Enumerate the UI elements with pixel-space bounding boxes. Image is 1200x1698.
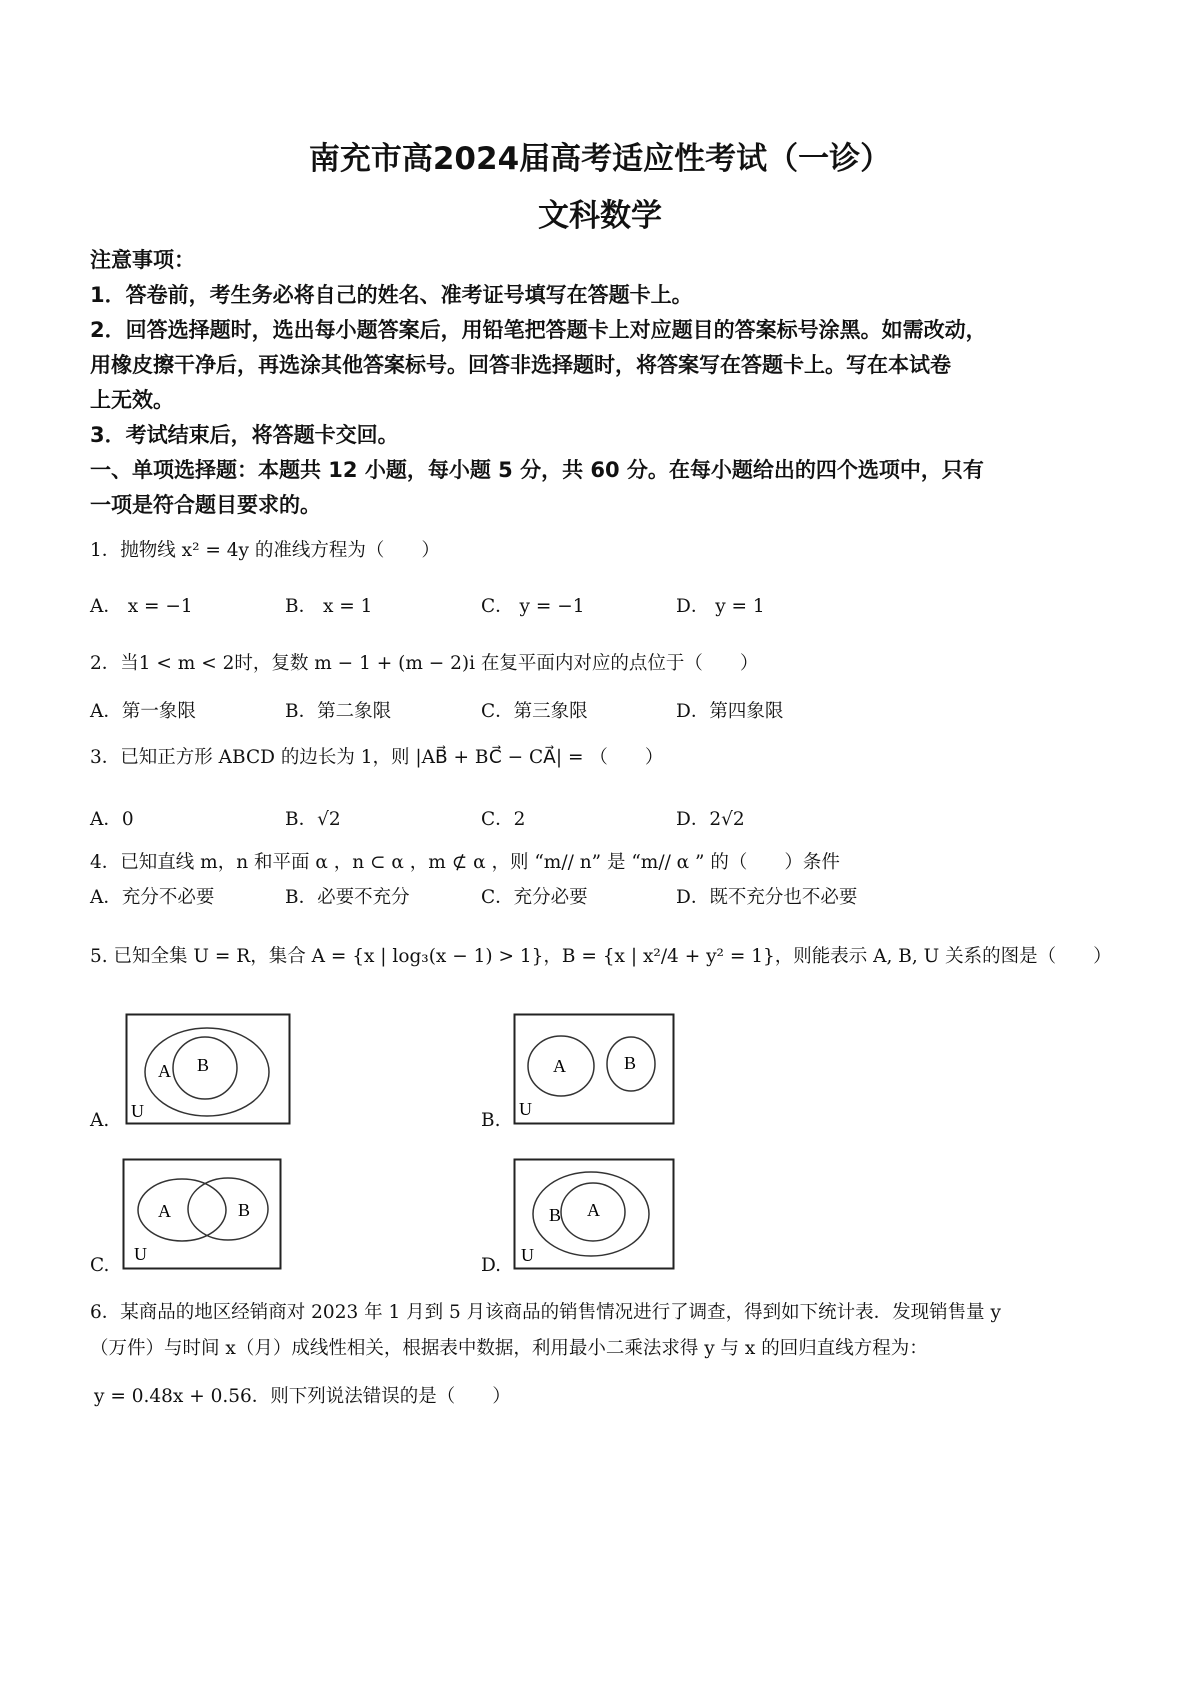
question-3-option-c: C．2: [481, 809, 526, 830]
question-2-option-d: D．第四象限: [676, 701, 784, 722]
venn-diagram-c: [122, 1158, 282, 1274]
question-5-option-c: C.: [90, 1255, 110, 1276]
exam-subject: 文科数学: [538, 198, 662, 234]
section-heading-line-2: 一项是符合题目要求的。: [90, 493, 321, 517]
set-a-label: A: [158, 1201, 171, 1221]
question-5-option-d: D.: [481, 1255, 502, 1276]
set-a-label: A: [553, 1056, 566, 1076]
universe-label: U: [521, 1245, 534, 1265]
question-4-option-d: D．既不充分也不必要: [676, 887, 858, 908]
section-heading-line-1: 一、单项选择题：本题共 12 小题，每小题 5 分，共 60 分。在每小题给出的四个选项中，只有: [90, 458, 984, 482]
question-3-option-b: B．√2: [285, 809, 341, 830]
set-a-label: A: [587, 1200, 600, 1220]
question-6-line-2: （万件）与时间 x（月）成线性相关，根据表中数据，利用最小二乘法求得 y 与 x 的回归直线方程为：: [90, 1338, 928, 1359]
question-1-option-d: D． y = 1: [676, 596, 765, 617]
question-1-option-c: C． y = −1: [481, 596, 585, 617]
question-4-stem: 4．已知直线 m，n 和平面 α ，n ⊂ α ，m ⊄ α ，则 “m// n” 是 “m// α ” 的（ ）条件: [90, 852, 840, 873]
question-4-option-b: B．必要不充分: [285, 887, 410, 908]
question-5-stem: 5. 已知全集 U = R，集合 A = {x | log₃(x − 1) > 1}，B = {x | x²/4 + y² = 1}，则能表示 A, B, U 关系的图是（ ）: [90, 946, 1112, 967]
question-6-line-3: y = 0.48x + 0.56．则下列说法错误的是（ ）: [94, 1386, 511, 1407]
set-b-label: B: [238, 1200, 251, 1220]
set-b-label: B: [624, 1053, 637, 1073]
question-1-stem: 1．抛物线 x² = 4y 的准线方程为（ ）: [90, 540, 440, 561]
question-2-stem: 2．当1 < m < 2时，复数 m − 1 + (m − 2)i 在复平面内对应的点位于（ ）: [90, 653, 759, 674]
notice-item-3: 3．考试结束后，将答题卡交回。: [90, 423, 399, 447]
question-2-option-c: C．第三象限: [481, 701, 588, 722]
set-b-circle: [188, 1178, 268, 1240]
universe-label: U: [134, 1244, 147, 1264]
question-1-option-a: A． x = −1: [90, 596, 193, 617]
notice-heading: 注意事项：: [90, 248, 195, 272]
question-2-option-a: A．第一象限: [90, 701, 196, 722]
venn-diagram-d: [513, 1158, 675, 1274]
question-5-option-a: A.: [90, 1110, 110, 1131]
universe-box: [124, 1160, 281, 1269]
question-3-option-d: D．2√2: [676, 809, 745, 830]
question-5-option-b: B.: [481, 1110, 501, 1131]
exam-title: 南充市高2024届高考适应性考试（一诊）: [308, 141, 892, 177]
notice-item-1: 1．答卷前，考生务必将自己的姓名、准考证号填写在答题卡上。: [90, 283, 693, 307]
question-3-option-a: A．0: [90, 809, 134, 830]
venn-diagram-a: [125, 1013, 291, 1129]
universe-label: U: [519, 1099, 532, 1119]
question-6-line-1: 6．某商品的地区经销商对 2023 年 1 月到 5 月该商品的销售情况进行了调查，得到如下统计表．发现销售量 y: [90, 1302, 1002, 1323]
notice-item-2-line-1: 2．回答选择题时，选出每小题答案后，用铅笔把答题卡上对应题目的答案标号涂黑。如需改动，: [90, 318, 987, 342]
notice-item-2-line-2: 用橡皮擦干净后，再选涂其他答案标号。回答非选择题时，将答案写在答题卡上。写在本试卷: [90, 353, 951, 377]
question-4-option-a: A．充分不必要: [90, 887, 215, 908]
question-1-option-b: B． x = 1: [285, 596, 373, 617]
set-b-label: B: [549, 1205, 562, 1225]
set-a-circle: [138, 1179, 226, 1241]
notice-item-2-line-3: 上无效。: [90, 388, 174, 412]
question-3-stem: 3．已知正方形 ABCD 的边长为 1，则 |AB⃗ + BC⃗ − CA⃗| = （ ）: [90, 747, 664, 768]
set-b-label: B: [197, 1055, 210, 1075]
question-4-option-c: C．充分必要: [481, 887, 588, 908]
set-a-label: A: [158, 1061, 171, 1081]
question-2-option-b: B．第二象限: [285, 701, 392, 722]
venn-diagram-b: [513, 1013, 675, 1129]
universe-label: U: [131, 1101, 144, 1121]
